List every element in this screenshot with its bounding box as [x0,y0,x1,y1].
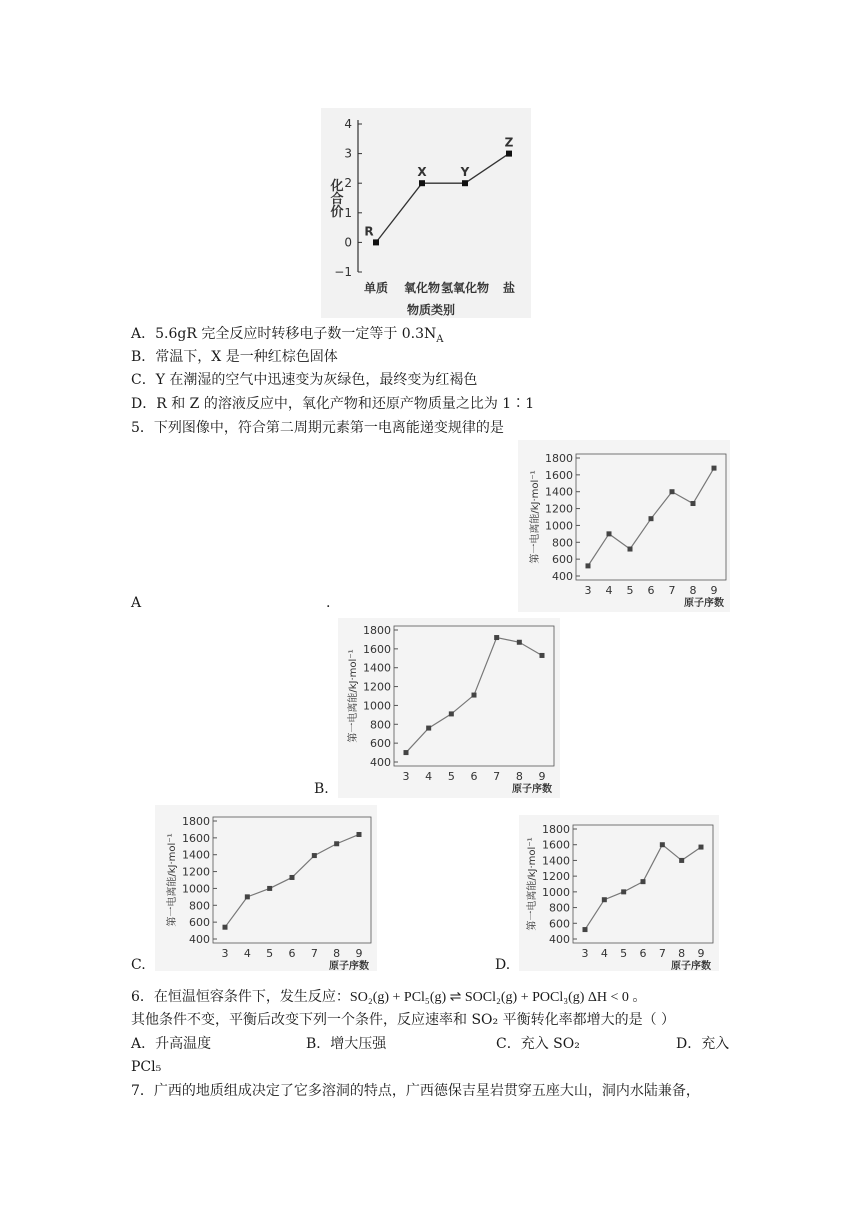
ie-xtick-label: 7 [658,947,666,960]
ie-xtick-label: 3 [221,947,229,960]
ie-ytick-label: 1400 [363,661,391,675]
ie-point [404,750,409,755]
ie-y-title: 第一电离能/kJ·mol⁻¹ [530,470,541,564]
ie-ytick-label: 1800 [545,452,573,465]
valence-x-title: 物质类别 [406,303,456,317]
ie-xtick-label: 3 [584,584,592,597]
ie-point [628,547,633,552]
ie-point [607,531,612,536]
ie-xtick-label: 6 [639,947,647,960]
ie-xtick-label: 5 [620,947,628,960]
ie-xtick-label: 8 [333,947,341,960]
ie-chart-c-label: C. [131,957,146,973]
ie-point [290,875,295,880]
q5-stem: 5．下列图像中，符合第二周期元素第一电离能递变规律的是 [131,420,504,436]
ie-chart-d-label: D. [495,957,511,973]
ie-point [449,711,454,716]
ie-point [517,640,522,645]
ie-ytick-label: 1200 [363,680,391,694]
ie-xtick-label: 6 [647,584,655,597]
ie-point [641,879,646,884]
valence-ytick-label: 4 [344,117,352,131]
ie-chart-b-label: B. [314,781,329,797]
valence-point-Z [506,151,512,157]
ie-y-title: 第一电离能/kJ·mol⁻¹ [167,833,178,927]
valence-point-Y [462,180,468,186]
ie-xtick-label: 7 [493,770,501,783]
ie-point [583,927,588,932]
ie-chart-d-svg [519,815,719,971]
ie-point [223,925,228,930]
ie-series-line [585,845,701,930]
ie-xtick-label: 7 [310,947,318,960]
ie-ytick-label: 1400 [545,485,573,499]
valence-point-R [373,239,379,245]
q6-option-d-cont: PCl₅ [131,1059,162,1075]
ie-ytick-label: 1000 [182,882,210,896]
valence-ytick-label: 3 [344,146,352,161]
ie-point [699,845,704,850]
ie-xtick-label: 8 [678,947,686,960]
ie-point [602,897,607,902]
ie-xtick-label: 3 [402,770,410,783]
ie-ytick-label: 1200 [542,870,570,884]
ie-ytick-label: 400 [552,570,573,583]
valence-chart-svg [321,108,531,318]
valence-ytick-label: 2 [344,176,352,191]
ie-xtick-label: 5 [626,584,634,597]
ie-point [245,894,250,899]
ie-chart-a-label: A [131,595,142,611]
valence-category-label: 盐 [502,281,516,295]
ie-xtick-label: 5 [447,770,455,783]
ie-xtick-label: 4 [600,947,608,960]
ie-ytick-label: 1600 [545,468,573,482]
valence-chart [321,108,531,318]
valence-category-label: 氢氧化物 [440,281,490,295]
q6-option-c: C．充入 SO₂ [496,1036,580,1052]
ie-xtick-label: 4 [243,947,251,960]
ie-ytick-label: 1800 [542,823,570,836]
ie-chart-d [519,815,719,971]
ie-point [267,886,272,891]
ie-ytick-label: 400 [549,933,570,946]
q4-option-c: C．Y 在潮湿的空气中迅速变为灰绿色，最终变为红褐色 [131,372,478,388]
ie-xtick-label: 8 [515,770,523,783]
valence-point-label: X [417,165,427,180]
ie-ytick-label: 1600 [542,838,570,852]
valence-y-title: 化合价 [327,178,343,218]
ie-chart-a-svg [518,440,730,612]
valence-line [376,154,509,243]
ie-chart-b-svg [338,618,560,798]
ie-ytick-label: 800 [549,901,570,915]
valence-point-X [419,180,425,186]
q6-line2: 其他条件不变，平衡后改变下列一个条件，反应速率和 SO₂ 平衡转化率都增大的是（ ） [131,1012,676,1028]
ie-xtick-label: 7 [668,584,676,597]
ie-ytick-label: 600 [370,737,391,751]
ie-ytick-label: 1400 [542,854,570,868]
ie-ytick-label: 800 [370,718,391,732]
q4-option-a: A．5.6gR 完全反应时转移电子数一定等于 $0.3N_A$ [131,326,444,345]
ie-ytick-label: 1200 [182,865,210,879]
ie-point [540,653,545,658]
ie-xtick-label: 5 [266,947,274,960]
valence-point-label: R [364,224,374,239]
ie-xtick-label: 4 [425,770,433,783]
ie-ytick-label: 1000 [545,519,573,533]
q4-option-b: B．常温下，X 是一种红棕色固体 [131,349,338,365]
valence-category-label: 单质 [363,281,389,295]
ie-xtick-label: 3 [581,947,589,960]
ie-point [586,563,591,568]
ie-chart-a-dot: . [326,595,331,611]
ie-chart-b [338,618,560,798]
ie-point [312,853,317,858]
ie-series-line [225,834,359,927]
ie-xtick-label: 8 [689,584,697,597]
valence-point-label: Y [460,165,470,180]
ie-point [679,858,684,863]
valence-ytick-label: −1 [334,265,352,279]
ie-y-title: 第一电离能/kJ·mol⁻¹ [527,837,538,931]
ie-xtick-label: 9 [697,947,705,960]
ie-point [472,693,477,698]
ie-ytick-label: 1200 [545,502,573,516]
valence-point-label: Z [504,135,514,150]
ie-ytick-label: 800 [189,899,210,913]
ie-xtick-label: 6 [288,947,296,960]
ie-point [357,832,362,837]
ie-point [494,635,499,640]
q6-option-a: A．升高温度 [131,1036,212,1052]
ie-ytick-label: 1000 [542,885,570,899]
valence-category-label: 氧化物 [403,281,441,295]
ie-point [712,466,717,471]
ie-ytick-label: 1600 [182,831,210,845]
ie-y-title: 第一电离能/kJ·mol⁻¹ [348,649,359,743]
ie-ytick-label: 600 [189,916,210,930]
q6-option-d: D．充入 [676,1036,730,1052]
ie-ytick-label: 1400 [182,848,210,862]
q6-stem: 6．在恒温恒容条件下，发生反应：SO₂(g) + PCl₅(g) ⇌ SOCl₂(g) + POCl₃(g) ΔH < 0 。 [131,989,647,1005]
q7-stem: 7．广西的地质组成决定了它多溶洞的特点，广西德保吉星岩贯穿五座大山，洞内水陆兼备， [131,1083,700,1099]
q4-option-d: D．R 和 Z 的溶液反应中，氧化产物和还原产物质量之比为 1∶1 [131,396,535,412]
ie-plot-frame [213,817,371,943]
ie-x-title: 原子序数 [512,784,552,795]
ie-point [426,726,431,731]
ie-point [621,889,626,894]
ie-xtick-label: 9 [355,947,363,960]
ie-x-title: 原子序数 [329,961,369,971]
ie-point [660,842,665,847]
ie-ytick-label: 600 [549,917,570,931]
ie-point [670,489,675,494]
ie-chart-a [518,440,730,612]
ie-point [649,516,654,521]
ie-xtick-label: 4 [605,584,613,597]
ie-point [334,841,339,846]
q6-option-b: B．增大压强 [306,1036,387,1052]
ie-ytick-label: 1800 [363,624,391,637]
ie-ytick-label: 800 [552,536,573,550]
ie-xtick-label: 6 [470,770,478,783]
ie-xtick-label: 9 [538,770,546,783]
ie-x-title: 原子序数 [684,598,724,609]
ie-chart-c [155,805,377,971]
ie-ytick-label: 600 [552,553,573,567]
ie-ytick-label: 1600 [363,642,391,656]
ie-ytick-label: 400 [370,756,391,769]
ie-x-title: 原子序数 [671,961,711,971]
ie-point [691,501,696,506]
ie-ytick-label: 1800 [182,815,210,828]
ie-xtick-label: 9 [710,584,718,597]
ie-ytick-label: 1000 [363,699,391,713]
valence-ytick-label: 1 [344,205,352,220]
ie-ytick-label: 400 [189,933,210,946]
ie-chart-c-svg [155,805,377,971]
valence-ytick-label: 0 [344,235,352,250]
